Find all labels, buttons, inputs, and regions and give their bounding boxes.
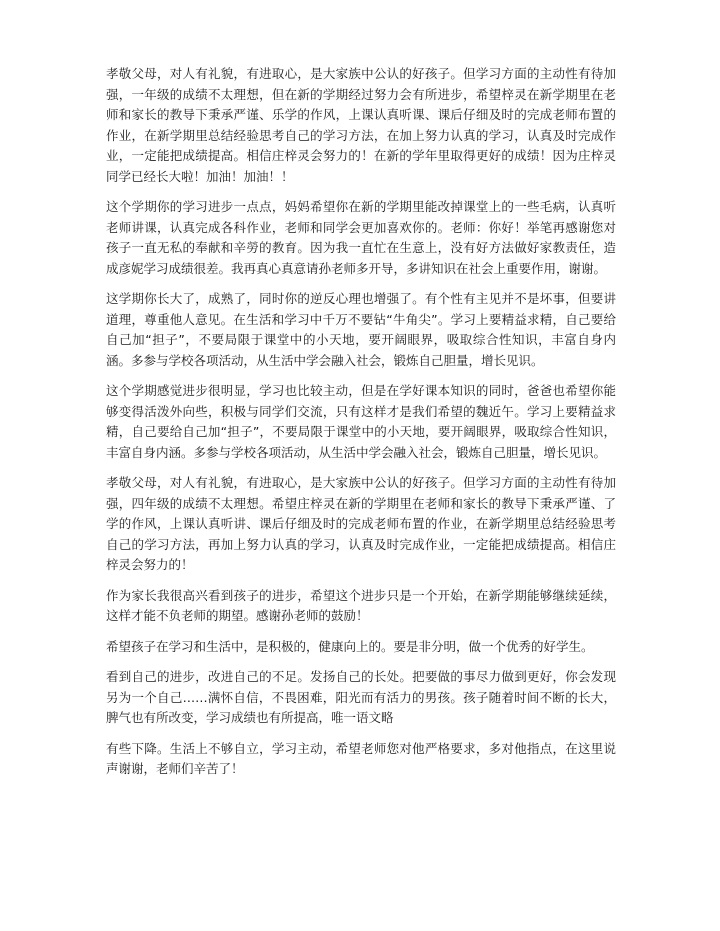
paragraph-6: 作为家长我很高兴看到孩子的进步，希望这个进步只是一个开始，在新学期能够继续延续，这样才能不负老师的期望。感谢孙老师的鼓励！ <box>106 587 616 623</box>
paragraph-4: 这个学期感觉进步很明显，学习也比较主动，但是在学好课本知识的同时，爸爸也希望你能够变得活泼外向些，积极与同学们交流，只有这样才是我们希望的魏近午。学习上要精益求精，自己要给自己加“担子”，不要局限于课堂中的小天地，要开阔眼界，吸取综合性知识，丰富自身内涵。多参与学校各项活动，从生活中学会融入社会，锻炼自己胆量，增长见识。 <box>106 383 616 460</box>
paragraph-7: 希望孩子在学习和生活中，是积极的，健康向上的。要是非分明，做一个优秀的好学生。 <box>106 638 594 654</box>
document-body <box>106 64 616 790</box>
paragraph-8: 看到自己的进步，改进自己的不足。发扬自己的长处。把要做的事尽力做到更好，你会发现另为一个自己……满怀自信，不畏困难，阳光而有活力的男孩。孩子随着时间不断的长大，脾气也有所改变，学习成绩也有所提高，唯一语文略 <box>106 669 616 725</box>
paragraph-2: 这个学期你的学习进步一点点，妈妈希望你在新的学期里能改掉课堂上的一些毛病，认真听老师讲课，认真完成各科作业，老师和同学会更加喜欢你的。老师：你好！举笔再感谢您对孩子一直无私的奉献和辛勞的教育。因为我一直忙在生意上，没有好方法做好家教责任，造成彦妮学习成绩很差。我再真心真意请孙老师多开导，多讲知识在社会上重要作用，谢谢。 <box>106 199 616 276</box>
paragraph-3: 这学期你长大了，成熟了，同时你的逆反心理也增强了。有个性有主见并不是坏事，但要讲道理，尊重他人意见。在生活和学习中千万不要钻“牛角尖”。学习上要精益求精，自己要给自己加“担子”，不要局限于课堂中的小天地，要开阔眼界，吸取综合性知识，丰富自身内涵。多参与学校各项活动，从生活中学会融入社会，锻炼自己胆量，增长见识。 <box>106 291 616 368</box>
paragraph-5: 孝敬父母，对人有礼貌，有进取心，是大家族中公认的好孩子。但学习方面的主动性有待加强，四年级的成绩不太理想。希望庄梓灵在新的学期里在老师和家长的教导下秉承严谨、了学的作风，上课认真听讲、课后仔细及时的完成老师布置的作业，在新学期里总结经验思考自己的学习方法，再加上努力认真的学习，认真及时完成作业，一定能把成绩提高。相信庄梓灵会努力的！ <box>106 475 616 572</box>
paragraph-9: 有些下降。生活上不够自立，学习主动，希望老师您对他严格要求，多对他指点，在这里说声谢谢，老师们辛苦了！ <box>106 740 616 776</box>
paragraph-1: 孝敬父母，对人有礼貌，有进取心，是大家族中公认的好孩子。但学习方面的主动性有待加强，一年级的成绩不太理想，但在新的学期经过努力会有所进步，希望梓灵在新学期里在老师和家长的教导下秉承严谨、乐学的作风，上课认真听课、课后仔细及时的完成老师布置的作业，在新学期里总结经验思考自己的学习方法，在加上努力认真的学习，认真及时完成作业，一定能把成绩提高。相信庄梓灵会努力的！在新的学年里取得更好的成绩！因为庄梓灵同学已经长大啦！加油！加油！！ <box>106 66 616 184</box>
